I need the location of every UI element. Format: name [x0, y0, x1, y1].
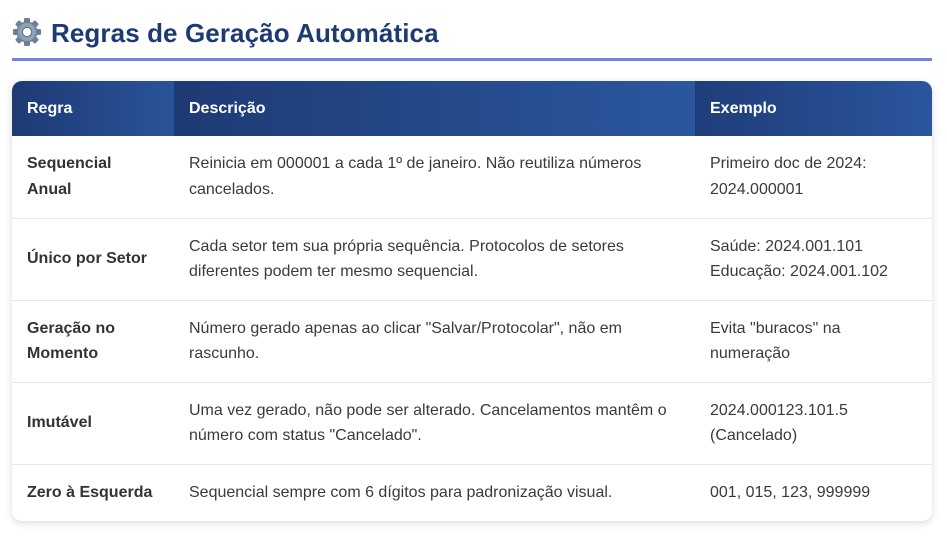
- rule-description: Cada setor tem sua própria sequência. Protocolos de setores diferentes podem ter mesmo sequencial.: [174, 218, 695, 300]
- rules-table: [12, 81, 932, 521]
- rule-name: Geração no Momento: [12, 300, 174, 382]
- rules-table-card: [12, 81, 932, 521]
- table-row: [12, 218, 932, 300]
- table-row: [12, 300, 932, 382]
- rule-example: 2024.000123.101.5 (Cancelado): [695, 382, 932, 464]
- table-row: [12, 136, 932, 218]
- column-header-descricao: Descrição: [174, 81, 695, 136]
- column-header-regra: Regra: [12, 81, 174, 136]
- table-row: [12, 464, 932, 521]
- rule-name: Imutável: [12, 382, 174, 464]
- rule-example: Saúde: 2024.001.101 Educação: 2024.001.102: [695, 218, 932, 300]
- gear-icon: [12, 17, 42, 47]
- rule-example: Primeiro doc de 2024: 2024.000001: [695, 136, 932, 218]
- rule-description: Uma vez gerado, não pode ser alterado. Cancelamentos mantêm o número com status "Cancelado".: [174, 382, 695, 464]
- rule-description: Sequencial sempre com 6 dígitos para padronização visual.: [189, 484, 613, 501]
- rule-description: Número gerado apenas ao clicar "Salvar/Protocolar", não em rascunho.: [174, 300, 695, 382]
- page-header: [12, 8, 932, 61]
- page-title: Regras de Geração Automática: [51, 17, 439, 48]
- table-row: [12, 382, 932, 464]
- rule-example: Evita "buracos" na numeração: [695, 300, 932, 382]
- column-header-exemplo: Exemplo: [695, 81, 932, 136]
- rule-name: Sequencial Anual: [12, 136, 174, 218]
- rule-name: Único por Setor: [12, 218, 174, 300]
- table-header-row: [12, 81, 932, 136]
- rule-name: Zero à Esquerda: [27, 484, 153, 501]
- rule-description: Reinicia em 000001 a cada 1º de janeiro. Não reutiliza números cancelados.: [174, 136, 695, 218]
- rule-example: 001, 015, 123, 999999: [710, 484, 871, 501]
